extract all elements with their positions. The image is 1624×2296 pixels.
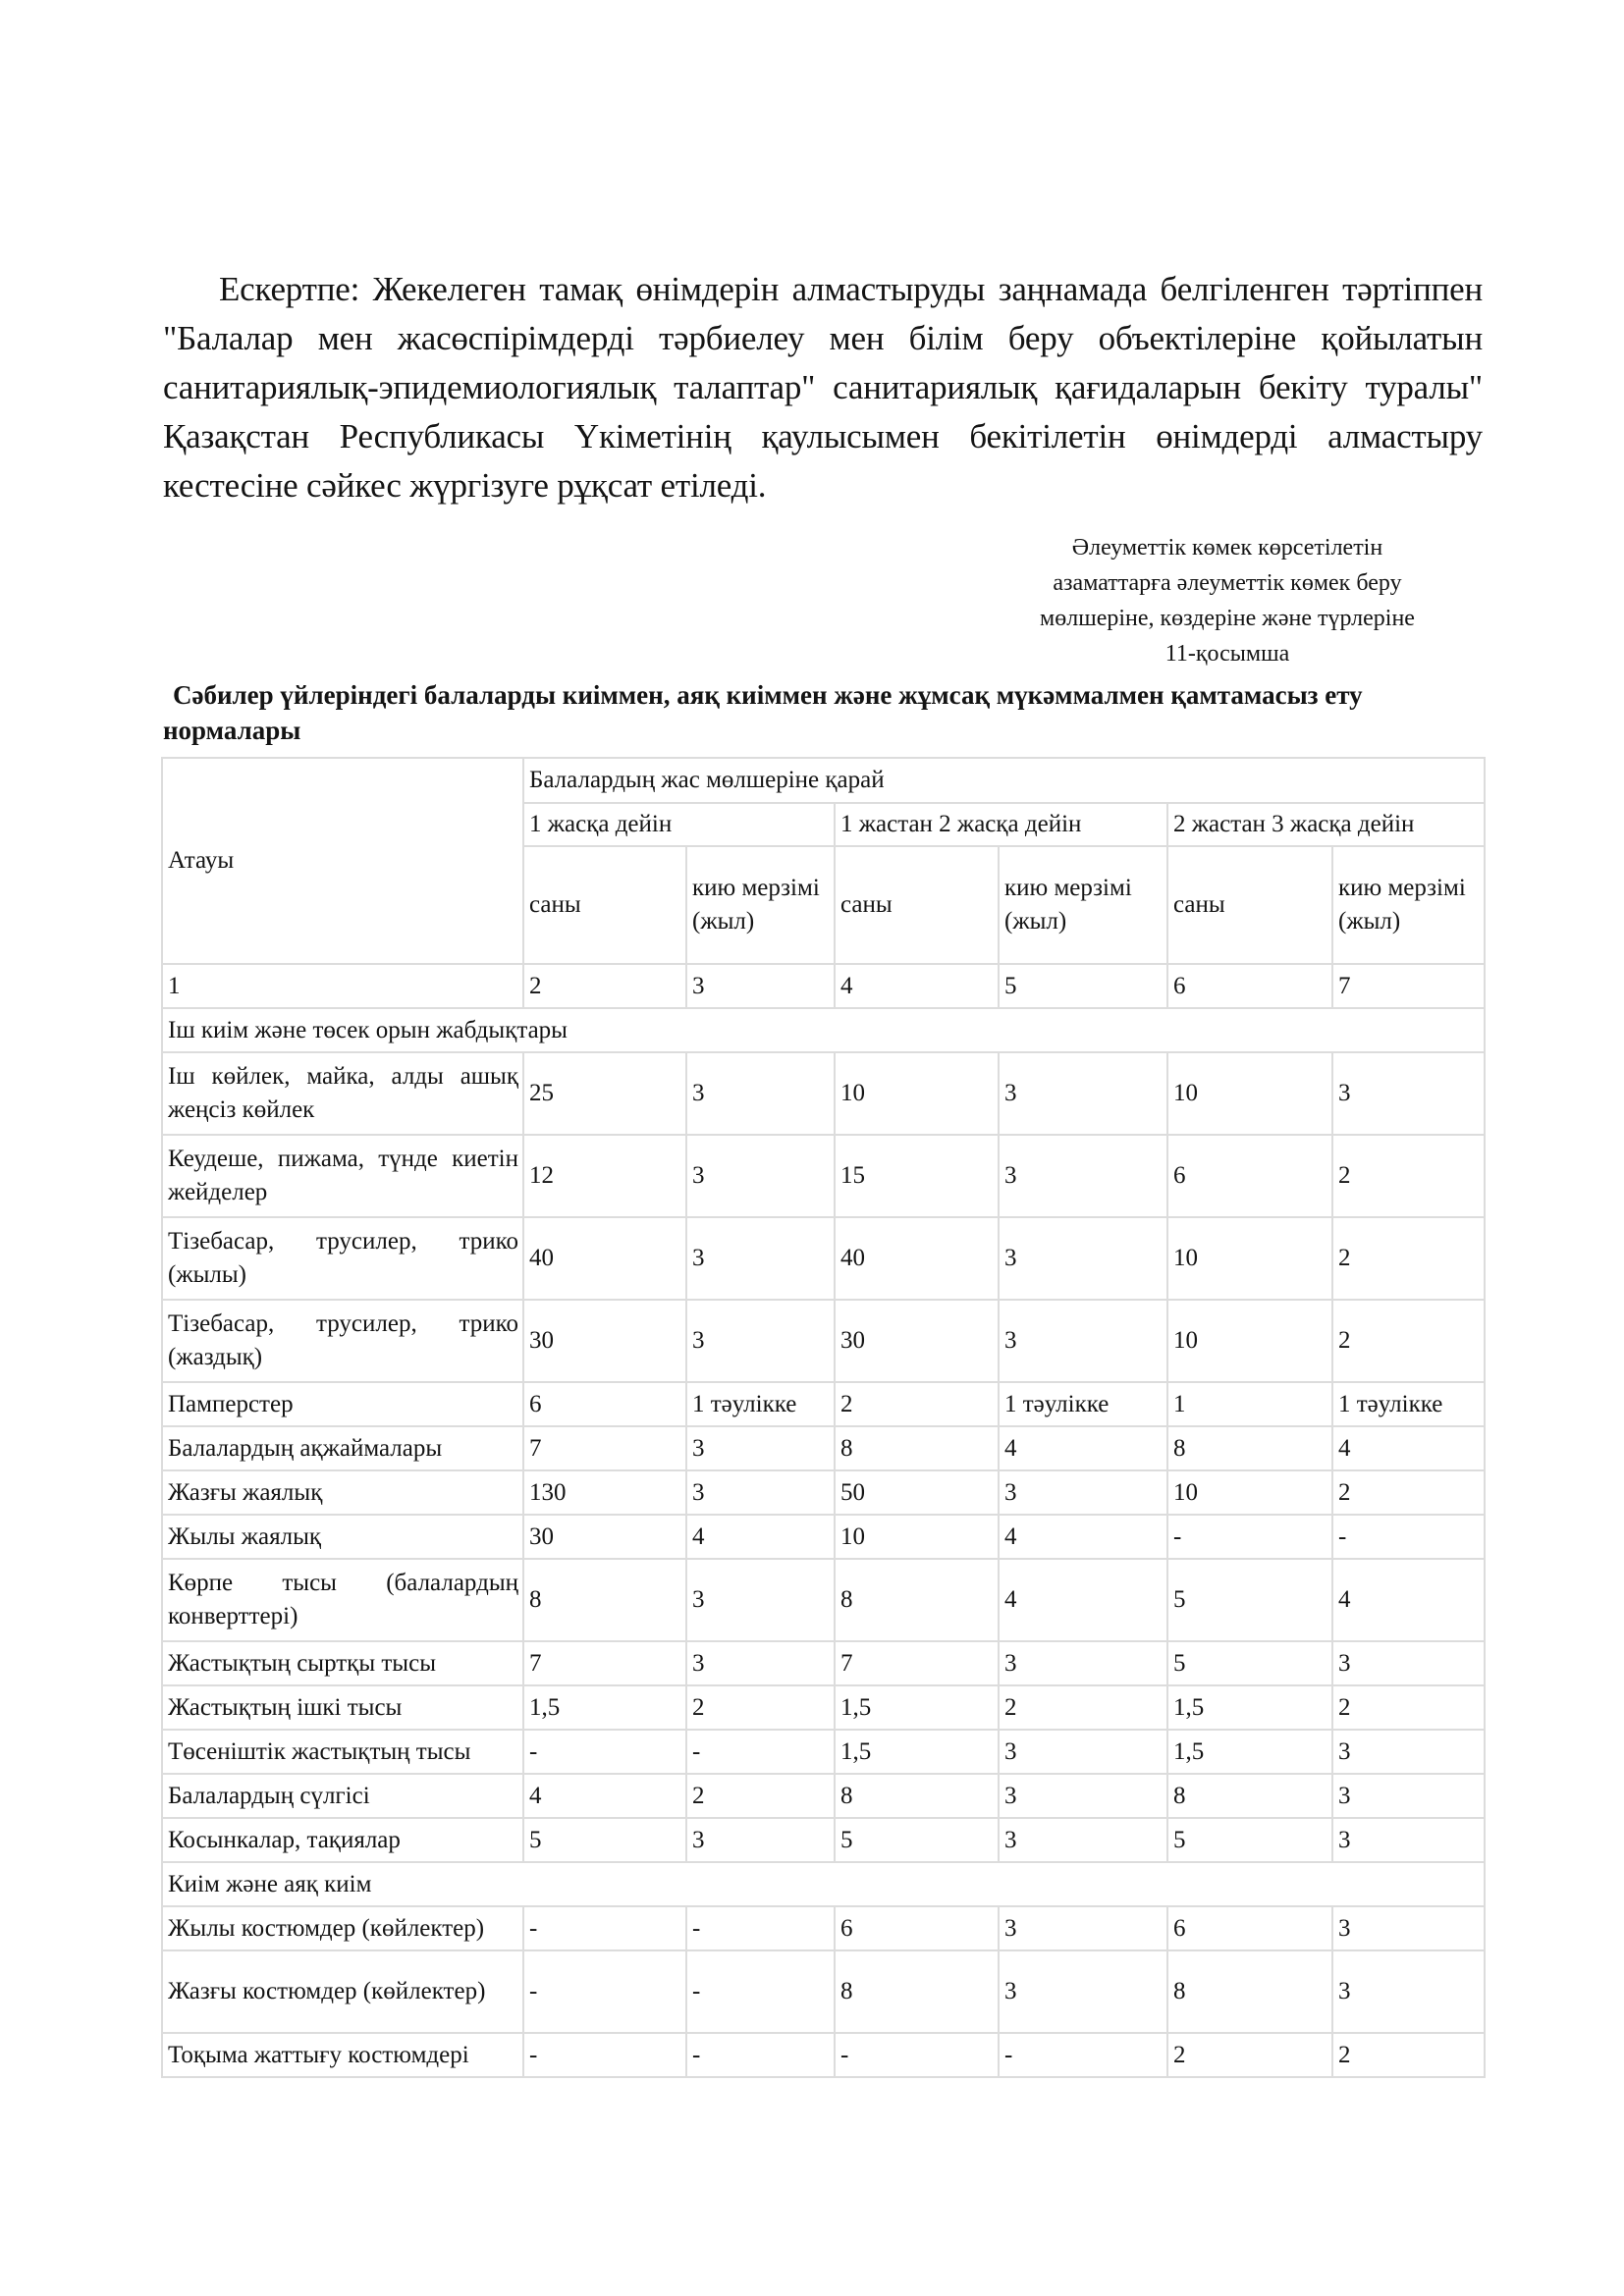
header-age-2-3: 2 жастан 3 жасқа дейін <box>1167 803 1485 846</box>
wear-period-cell: 3 <box>1332 1641 1485 1685</box>
header-name-column: Атауы <box>162 758 523 964</box>
header-row-age-group <box>162 758 1485 803</box>
wear-period-cell: 3 <box>999 1730 1167 1774</box>
quantity-cell: 40 <box>835 1217 999 1300</box>
table-title: Сәбилер үйлеріндегі балаларды киіммен, аяқ киіммен және жұмсақ мүкәммалмен қамтамасыз ету нормалары <box>163 680 1363 745</box>
wear-period-cell: 4 <box>999 1515 1167 1559</box>
quantity-cell: 8 <box>1167 1950 1332 2033</box>
table-row <box>162 1135 1485 1217</box>
quantity-cell: 1,5 <box>1167 1730 1332 1774</box>
table-row <box>162 1470 1485 1515</box>
wear-period-cell: 3 <box>686 1559 835 1641</box>
item-name: Жазғы жаялық <box>162 1470 523 1515</box>
header-wear-period: кию мерзімі (жыл) <box>1332 846 1485 964</box>
quantity-cell: 5 <box>835 1818 999 1862</box>
wear-period-cell: 2 <box>1332 1300 1485 1382</box>
quantity-cell: 25 <box>523 1052 686 1135</box>
quantity-cell: 7 <box>523 1426 686 1470</box>
appendix-number: 11-қосымша <box>1164 641 1290 667</box>
quantity-cell: 10 <box>1167 1470 1332 1515</box>
quantity-cell: - <box>835 2033 999 2077</box>
item-name: Іш көйлек, майка, алды ашық жеңсіз көйлек <box>162 1052 523 1135</box>
quantity-cell: 10 <box>835 1052 999 1135</box>
wear-period-cell: 3 <box>999 1950 1167 2033</box>
quantity-cell: 1,5 <box>835 1685 999 1730</box>
table-row <box>162 1300 1485 1382</box>
quantity-cell: - <box>523 2033 686 2077</box>
quantity-cell: 8 <box>1167 1426 1332 1470</box>
wear-period-cell: 3 <box>686 1217 835 1300</box>
item-name: Тоқыма жаттығу костюмдері <box>162 2033 523 2077</box>
wear-period-cell: 2 <box>686 1774 835 1818</box>
item-name: Көрпе тысы (балалардың конверттері) <box>162 1559 523 1641</box>
quantity-cell: 30 <box>523 1300 686 1382</box>
quantity-cell: 7 <box>523 1641 686 1685</box>
quantity-cell: 30 <box>835 1300 999 1382</box>
appendix-line: Әлеуметтік көмек көрсетілетін <box>1071 535 1383 561</box>
quantity-cell: 8 <box>835 1774 999 1818</box>
appendix-reference <box>982 530 1473 671</box>
wear-period-cell: 4 <box>999 1559 1167 1641</box>
item-name: Төсеніштік жастықтың тысы <box>162 1730 523 1774</box>
quantity-cell: 5 <box>1167 1818 1332 1862</box>
norms-table <box>161 757 1486 2078</box>
quantity-cell: 1,5 <box>1167 1685 1332 1730</box>
table-row <box>162 1906 1485 1950</box>
table-row <box>162 1774 1485 1818</box>
quantity-cell: - <box>523 1950 686 2033</box>
wear-period-cell: - <box>999 2033 1167 2077</box>
wear-period-cell: 3 <box>999 1641 1167 1685</box>
wear-period-cell: 2 <box>1332 2033 1485 2077</box>
header-row-numbers <box>162 964 1485 1008</box>
wear-period-cell: 3 <box>999 1774 1167 1818</box>
wear-period-cell: 3 <box>1332 1906 1485 1950</box>
wear-period-cell: 2 <box>1332 1685 1485 1730</box>
wear-period-cell: 3 <box>686 1300 835 1382</box>
table-row <box>162 2033 1485 2077</box>
wear-period-cell: 3 <box>686 1052 835 1135</box>
quantity-cell: - <box>523 1906 686 1950</box>
quantity-cell: 8 <box>835 1426 999 1470</box>
section-title: Іш киім және төсек орын жабдықтары <box>162 1008 1485 1052</box>
wear-period-cell: 1 тәулікке <box>999 1382 1167 1426</box>
quantity-cell: 6 <box>835 1906 999 1950</box>
table-row <box>162 1641 1485 1685</box>
quantity-cell: 12 <box>523 1135 686 1217</box>
quantity-cell: 1,5 <box>523 1685 686 1730</box>
section-title: Киім және аяқ киім <box>162 1862 1485 1906</box>
column-number: 2 <box>523 964 686 1008</box>
quantity-cell: 10 <box>835 1515 999 1559</box>
quantity-cell: 6 <box>1167 1906 1332 1950</box>
wear-period-cell: 2 <box>1332 1135 1485 1217</box>
column-number: 5 <box>999 964 1167 1008</box>
wear-period-cell: 2 <box>1332 1217 1485 1300</box>
quantity-cell: 2 <box>1167 2033 1332 2077</box>
item-name: Жастықтың сыртқы тысы <box>162 1641 523 1685</box>
table-row <box>162 1217 1485 1300</box>
wear-period-cell: 3 <box>1332 1774 1485 1818</box>
quantity-cell: 6 <box>523 1382 686 1426</box>
note-paragraph: Ескертпе: Жекелеген тамақ өнімдерін алмастыруды заңнамада белгіленген тәртіппен "Балалар мен жасөспірімдерді тәрбиелеу мен білім беру объектілеріне қойылатын санитариялық-эпидемиологиялық талаптар" санитариялық қағидаларын бекіту туралы" Қазақстан Республикасы Үкіметінің қаулысымен бекітілетін өнімдерді алмастыру кестесіне сәйкес жүргізуге рұқсат етіледі. <box>163 270 1483 505</box>
table-row <box>162 1950 1485 2033</box>
table-row <box>162 1382 1485 1426</box>
wear-period-cell: - <box>686 2033 835 2077</box>
header-quantity: саны <box>835 846 999 964</box>
column-number: 6 <box>1167 964 1332 1008</box>
item-name: Балалардың ақжаймалары <box>162 1426 523 1470</box>
wear-period-cell: 3 <box>999 1906 1167 1950</box>
table-row <box>162 1052 1485 1135</box>
header-quantity: саны <box>1167 846 1332 964</box>
item-name: Памперстер <box>162 1382 523 1426</box>
quantity-cell: 1 <box>1167 1382 1332 1426</box>
quantity-cell: 1,5 <box>835 1730 999 1774</box>
wear-period-cell: - <box>686 1730 835 1774</box>
wear-period-cell: 3 <box>686 1470 835 1515</box>
item-name: Косынкалар, тақиялар <box>162 1818 523 1862</box>
quantity-cell: 10 <box>1167 1217 1332 1300</box>
item-name: Балалардың сүлгісі <box>162 1774 523 1818</box>
wear-period-cell: 2 <box>686 1685 835 1730</box>
quantity-cell: 5 <box>523 1818 686 1862</box>
item-name: Жазғы костюмдер (көйлектер) <box>162 1950 523 2033</box>
item-name: Кеудеше, пижама, түнде киетін жейделер <box>162 1135 523 1217</box>
wear-period-cell: 3 <box>999 1052 1167 1135</box>
appendix-line: азаматтарға әлеуметтік көмек беру <box>1053 570 1402 596</box>
wear-period-cell: 4 <box>1332 1559 1485 1641</box>
wear-period-cell: 3 <box>999 1818 1167 1862</box>
quantity-cell: 4 <box>523 1774 686 1818</box>
quantity-cell: 10 <box>1167 1052 1332 1135</box>
wear-period-cell: 3 <box>1332 1730 1485 1774</box>
wear-period-cell: 1 тәулікке <box>1332 1382 1485 1426</box>
header-age-1-2: 1 жастан 2 жасқа дейін <box>835 803 1167 846</box>
quantity-cell: - <box>523 1730 686 1774</box>
section-row <box>162 1862 1485 1906</box>
column-number: 1 <box>162 964 523 1008</box>
wear-period-cell: 3 <box>999 1217 1167 1300</box>
quantity-cell: 5 <box>1167 1641 1332 1685</box>
wear-period-cell: - <box>1332 1515 1485 1559</box>
column-number: 7 <box>1332 964 1485 1008</box>
wear-period-cell: 2 <box>999 1685 1167 1730</box>
wear-period-cell: 4 <box>999 1426 1167 1470</box>
item-name: Тізебасар, трусилер, трико (жаздық) <box>162 1300 523 1382</box>
table-body <box>162 1008 1485 2077</box>
header-wear-period: кию мерзімі (жыл) <box>686 846 835 964</box>
header-age-0-1: 1 жасқа дейін <box>523 803 835 846</box>
header-quantity: саны <box>523 846 686 964</box>
quantity-cell: 8 <box>523 1559 686 1641</box>
quantity-cell: 2 <box>835 1382 999 1426</box>
wear-period-cell: 3 <box>686 1641 835 1685</box>
quantity-cell: 6 <box>1167 1135 1332 1217</box>
quantity-cell: - <box>1167 1515 1332 1559</box>
quantity-cell: 130 <box>523 1470 686 1515</box>
wear-period-cell: 3 <box>999 1470 1167 1515</box>
quantity-cell: 15 <box>835 1135 999 1217</box>
section-row <box>162 1008 1485 1052</box>
appendix-line: мөлшеріне, көздеріне және түрлеріне <box>1040 606 1415 631</box>
quantity-cell: 5 <box>1167 1559 1332 1641</box>
column-number: 4 <box>835 964 999 1008</box>
column-number: 3 <box>686 964 835 1008</box>
item-name: Жылы костюмдер (көйлектер) <box>162 1906 523 1950</box>
wear-period-cell: 3 <box>999 1135 1167 1217</box>
table-row <box>162 1426 1485 1470</box>
table-row <box>162 1730 1485 1774</box>
table-row <box>162 1515 1485 1559</box>
quantity-cell: 8 <box>1167 1774 1332 1818</box>
wear-period-cell: 4 <box>1332 1426 1485 1470</box>
wear-period-cell: 3 <box>686 1818 835 1862</box>
item-name: Тізебасар, трусилер, трико (жылы) <box>162 1217 523 1300</box>
header-age-group: Балалардың жас мөлшеріне қарай <box>523 758 1485 803</box>
quantity-cell: 30 <box>523 1515 686 1559</box>
table-row <box>162 1685 1485 1730</box>
header-wear-period: кию мерзімі (жыл) <box>999 846 1167 964</box>
wear-period-cell: 3 <box>686 1426 835 1470</box>
wear-period-cell: 2 <box>1332 1470 1485 1515</box>
quantity-cell: 8 <box>835 1950 999 2033</box>
wear-period-cell: 3 <box>1332 1950 1485 2033</box>
item-name: Жастықтың ішкі тысы <box>162 1685 523 1730</box>
quantity-cell: 50 <box>835 1470 999 1515</box>
wear-period-cell: - <box>686 1906 835 1950</box>
table-row <box>162 1559 1485 1641</box>
table-row <box>162 1818 1485 1862</box>
wear-period-cell: 3 <box>999 1300 1167 1382</box>
quantity-cell: 10 <box>1167 1300 1332 1382</box>
quantity-cell: 7 <box>835 1641 999 1685</box>
wear-period-cell: 3 <box>1332 1818 1485 1862</box>
wear-period-cell: 1 тәулікке <box>686 1382 835 1426</box>
wear-period-cell: 3 <box>1332 1052 1485 1135</box>
item-name: Жылы жаялық <box>162 1515 523 1559</box>
wear-period-cell: 3 <box>686 1135 835 1217</box>
quantity-cell: 40 <box>523 1217 686 1300</box>
quantity-cell: 8 <box>835 1559 999 1641</box>
wear-period-cell: 4 <box>686 1515 835 1559</box>
wear-period-cell: - <box>686 1950 835 2033</box>
